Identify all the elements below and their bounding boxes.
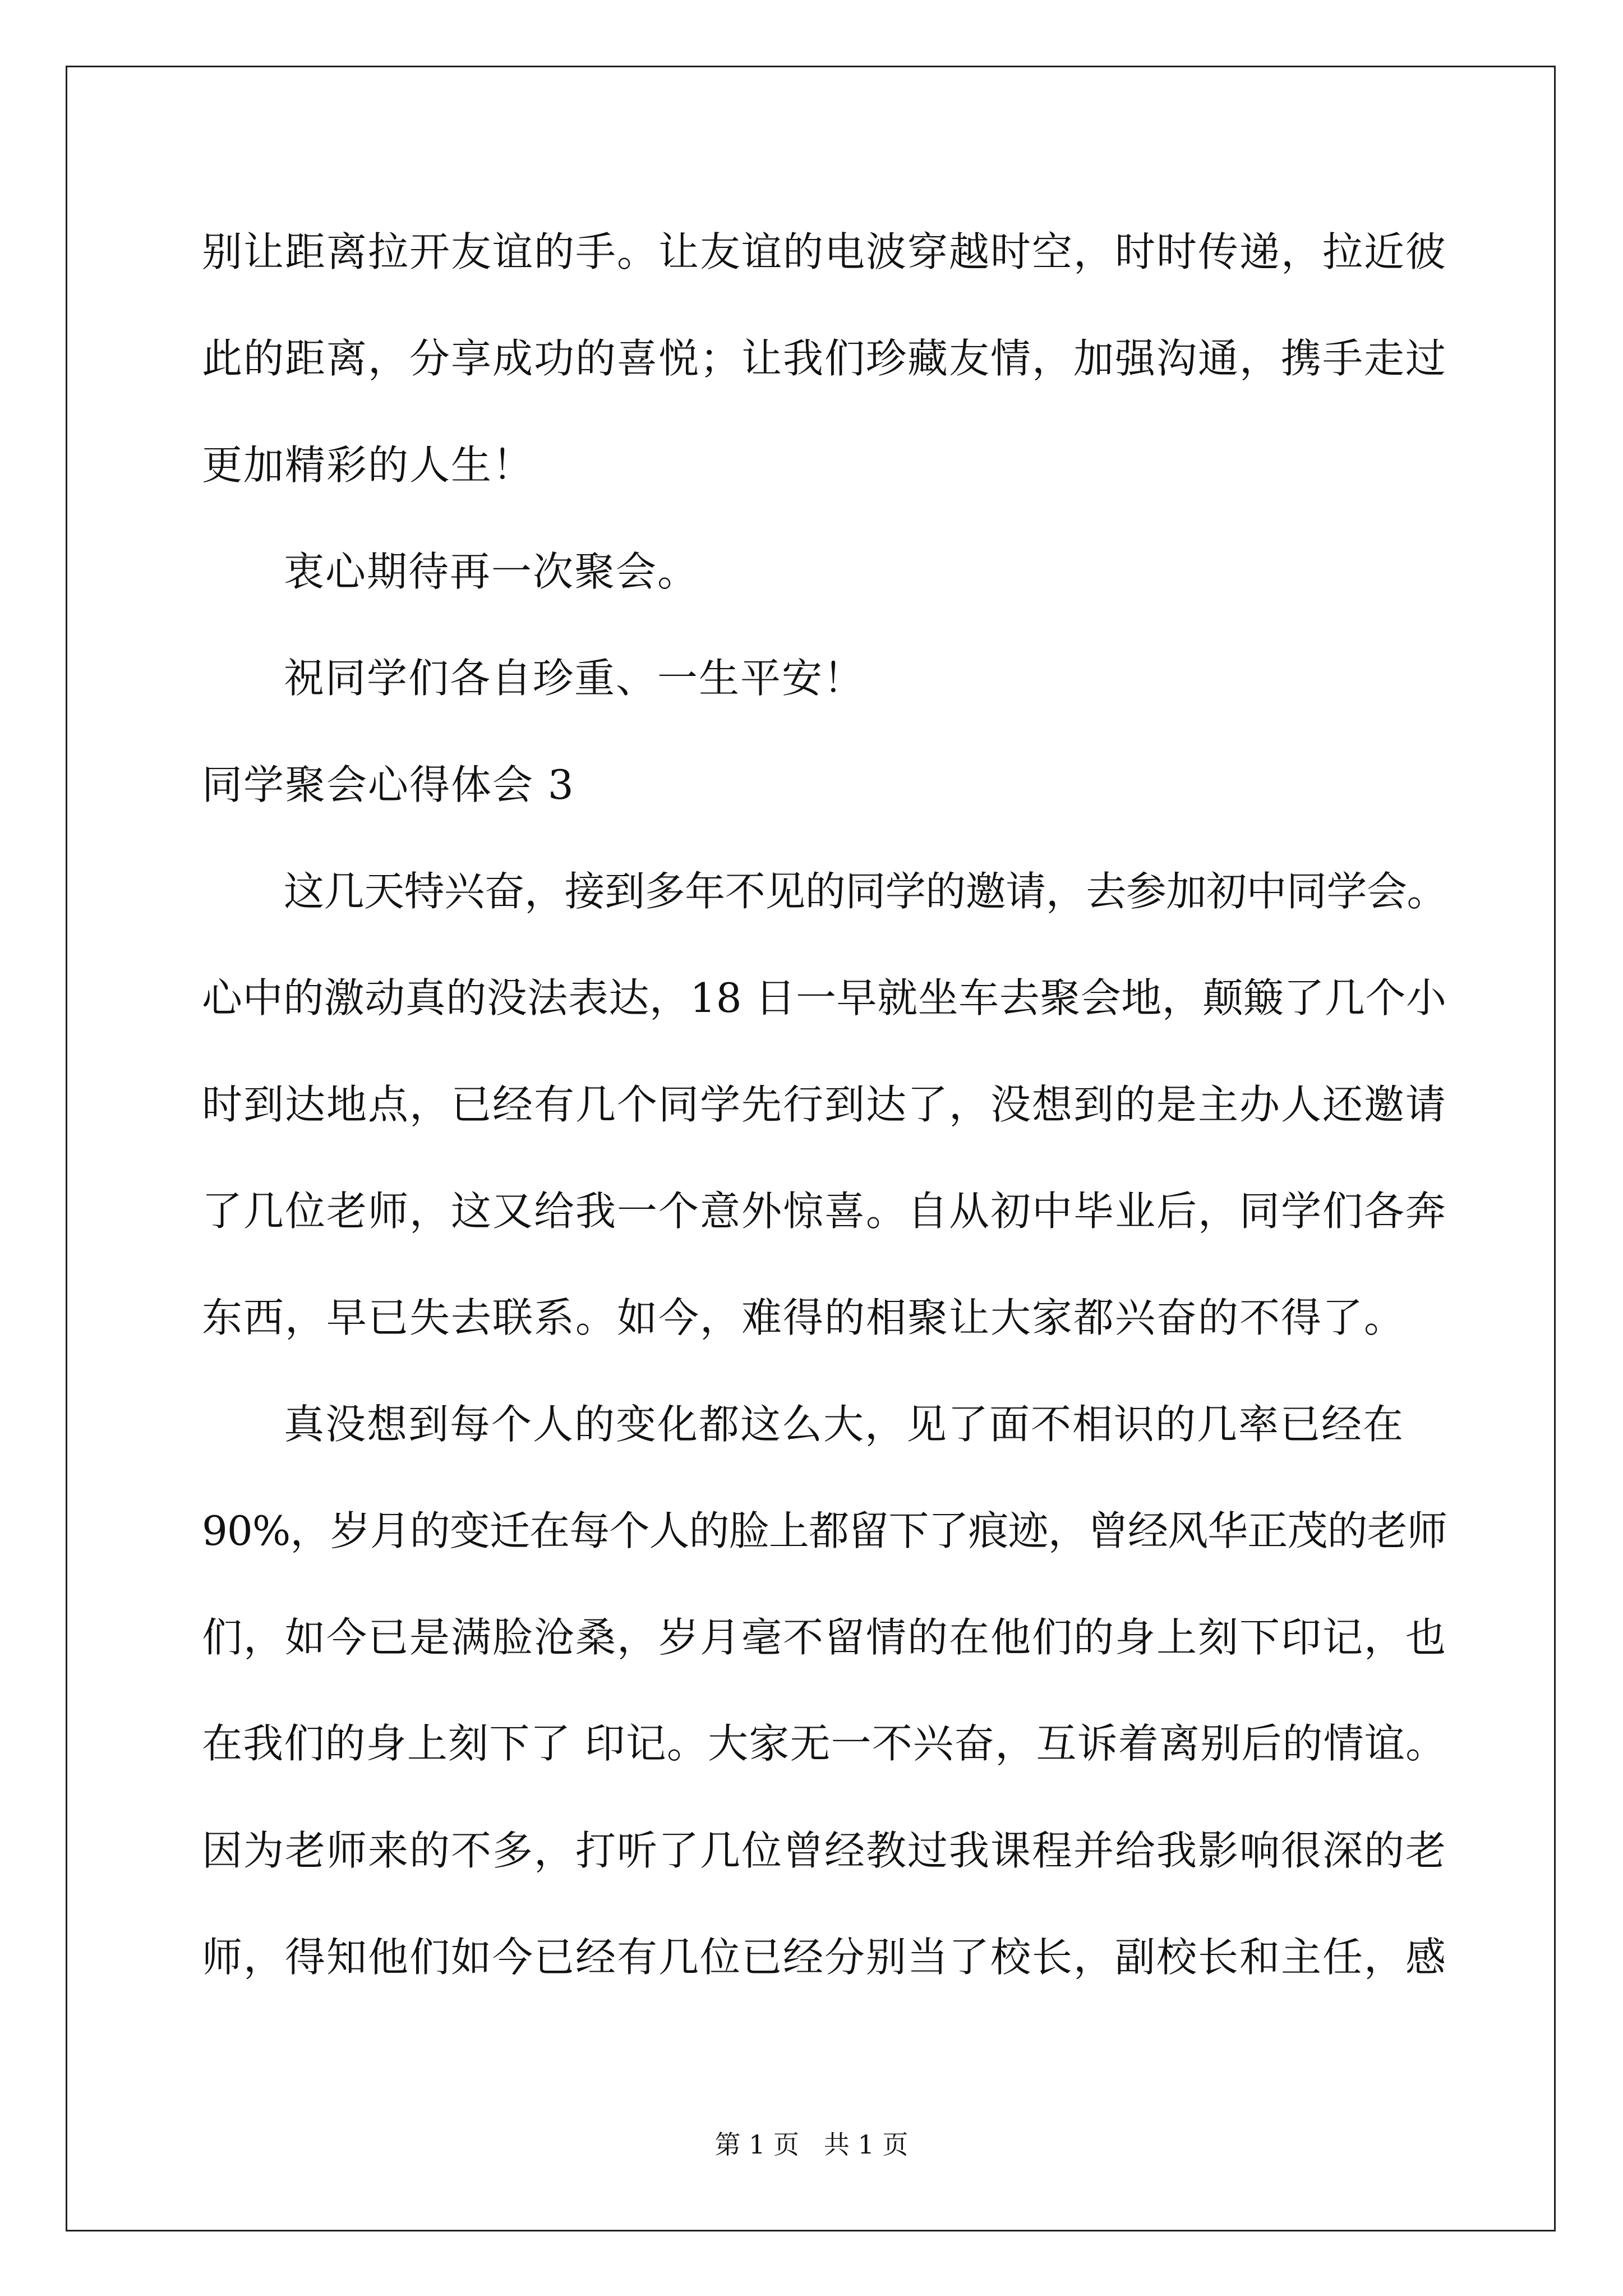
text-line: 了几位老师，这又给我一个意外惊喜。自从初中毕业后，同学们各奔: [202, 1188, 1447, 1235]
text-line: 祝同学们各自珍重、一生平安！: [284, 655, 865, 702]
text-line: 此的距离，分享成功的喜悦；让我们珍藏友情，加强沟通，携手走过: [202, 335, 1447, 382]
text-line: 因为老师来的不多，打听了几位曾经教过我课程并给我影响很深的老: [202, 1827, 1447, 1874]
text-line: 师，得知他们如今已经有几位已经分别当了校长，副校长和主任，感: [202, 1934, 1447, 1981]
text-line: 们，如今已是满脸沧桑，岁月毫不留情的在他们的身上刻下印记，也: [202, 1614, 1447, 1661]
text-line: 别让距离拉开友谊的手。让友谊的电波穿越时空，时时传递，拉近彼: [202, 228, 1447, 275]
text-line: 东西，早已失去联系。如今，难得的相聚让大家都兴奋的不得了。: [202, 1294, 1406, 1341]
page-footer: 第 1 页 共 1 页: [714, 2129, 909, 2160]
text-line: 90%，岁月的变迁在每个人的脸上都留下了痕迹，曾经风华正茂的老师: [202, 1507, 1447, 1554]
text-line: 这几天特兴奋，接到多年不见的同学的邀请，去参加初中同学会。: [284, 868, 1447, 915]
text-line: 更加精彩的人生！: [202, 441, 534, 489]
text-line: 在我们的身上刻下了 印记。大家无一不兴奋，互诉着离别后的情谊。: [202, 1720, 1447, 1767]
section-heading: 同学聚会心得体会 3: [202, 761, 575, 808]
text-line: 真没想到每个人的变化都这么大，见了面不相识的几率已经在: [284, 1401, 1405, 1448]
text-line: 时到达地点，已经有几个同学先行到达了，没想到的是主办人还邀请: [202, 1081, 1447, 1128]
text-line: 心中的激动真的没法表达，18 日一早就坐车去聚会地，颠簸了几个小: [202, 974, 1447, 1022]
page-border: [66, 66, 1556, 2231]
text-line: 衷心期待再一次聚会。: [284, 548, 699, 595]
